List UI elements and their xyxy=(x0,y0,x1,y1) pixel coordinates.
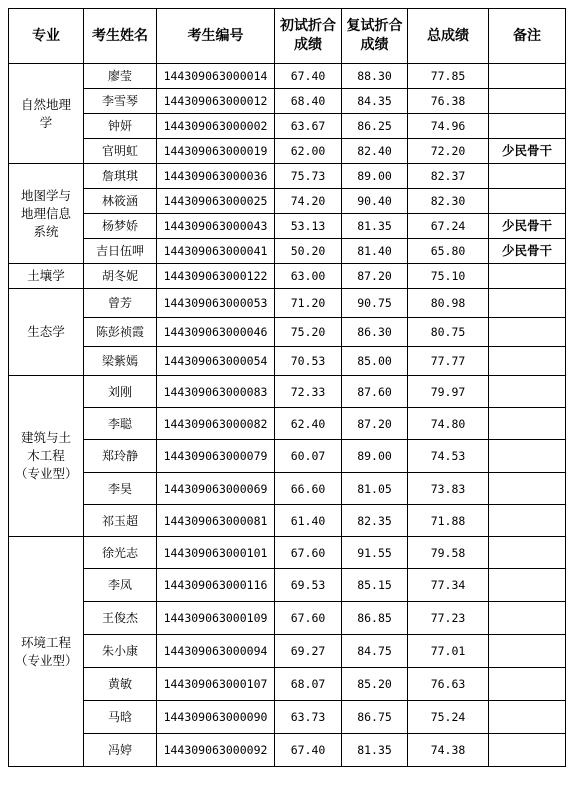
id-cell: 144309063000092 xyxy=(157,734,275,767)
id-cell: 144309063000109 xyxy=(157,602,275,635)
major-cell: 建筑与土木工程（专业型） xyxy=(9,376,84,537)
retest-cell: 90.40 xyxy=(342,189,408,214)
header-name: 考生姓名 xyxy=(84,9,157,64)
total-cell: 77.85 xyxy=(408,64,489,89)
prelim-cell: 68.40 xyxy=(275,89,342,114)
prelim-cell: 63.00 xyxy=(275,264,342,289)
retest-cell: 91.55 xyxy=(342,537,408,569)
retest-cell: 82.40 xyxy=(342,139,408,164)
total-cell: 76.38 xyxy=(408,89,489,114)
id-cell: 144309063000043 xyxy=(157,214,275,239)
note-cell: 少民骨干 xyxy=(489,214,566,239)
retest-cell: 87.60 xyxy=(342,376,408,408)
retest-cell: 86.85 xyxy=(342,602,408,635)
total-cell: 80.98 xyxy=(408,289,489,318)
prelim-cell: 60.07 xyxy=(275,440,342,473)
retest-cell: 81.35 xyxy=(342,214,408,239)
total-cell: 80.75 xyxy=(408,318,489,347)
note-cell xyxy=(489,602,566,635)
table-row xyxy=(9,64,566,89)
id-cell: 144309063000079 xyxy=(157,440,275,473)
total-cell: 79.97 xyxy=(408,376,489,408)
header-id: 考生编号 xyxy=(157,9,275,64)
name-cell: 郑玲静 xyxy=(84,440,157,473)
name-cell: 冯婷 xyxy=(84,734,157,767)
prelim-cell: 72.33 xyxy=(275,376,342,408)
note-cell xyxy=(489,408,566,440)
note-cell xyxy=(489,701,566,734)
name-cell: 王俊杰 xyxy=(84,602,157,635)
id-cell: 144309063000122 xyxy=(157,264,275,289)
table-row xyxy=(9,505,566,537)
note-cell: 少民骨干 xyxy=(489,139,566,164)
id-cell: 144309063000025 xyxy=(157,189,275,214)
prelim-cell: 68.07 xyxy=(275,668,342,701)
note-cell xyxy=(489,505,566,537)
name-cell: 李聪 xyxy=(84,408,157,440)
prelim-cell: 62.00 xyxy=(275,139,342,164)
note-cell xyxy=(489,473,566,505)
total-cell: 79.58 xyxy=(408,537,489,569)
name-cell: 李昊 xyxy=(84,473,157,505)
table-row xyxy=(9,189,566,214)
name-cell: 吉日伍呷 xyxy=(84,239,157,264)
name-cell: 杨梦娇 xyxy=(84,214,157,239)
id-cell: 144309063000090 xyxy=(157,701,275,734)
prelim-cell: 63.67 xyxy=(275,114,342,139)
table-row xyxy=(9,668,566,701)
retest-cell: 86.30 xyxy=(342,318,408,347)
total-cell: 77.77 xyxy=(408,347,489,376)
table-row xyxy=(9,214,566,239)
major-cell: 土壤学 xyxy=(9,264,84,289)
note-cell xyxy=(489,89,566,114)
name-cell: 官明虹 xyxy=(84,139,157,164)
id-cell: 144309063000036 xyxy=(157,164,275,189)
note-cell: 少民骨干 xyxy=(489,239,566,264)
id-cell: 144309063000116 xyxy=(157,569,275,602)
total-cell: 82.30 xyxy=(408,189,489,214)
id-cell: 144309063000002 xyxy=(157,114,275,139)
retest-cell: 81.05 xyxy=(342,473,408,505)
note-cell xyxy=(489,376,566,408)
note-cell xyxy=(489,64,566,89)
prelim-cell: 67.60 xyxy=(275,602,342,635)
retest-cell: 86.25 xyxy=(342,114,408,139)
header-major: 专业 xyxy=(9,9,84,64)
retest-cell: 88.30 xyxy=(342,64,408,89)
header-note: 备注 xyxy=(489,9,566,64)
note-cell xyxy=(489,289,566,318)
retest-cell: 85.00 xyxy=(342,347,408,376)
header-total: 总成绩 xyxy=(408,9,489,64)
retest-cell: 85.15 xyxy=(342,569,408,602)
note-cell xyxy=(489,264,566,289)
name-cell: 廖莹 xyxy=(84,64,157,89)
id-cell: 144309063000094 xyxy=(157,635,275,668)
table-row xyxy=(9,602,566,635)
id-cell: 144309063000082 xyxy=(157,408,275,440)
retest-cell: 87.20 xyxy=(342,408,408,440)
id-cell: 144309063000069 xyxy=(157,473,275,505)
retest-cell: 89.00 xyxy=(342,440,408,473)
retest-cell: 84.35 xyxy=(342,89,408,114)
retest-cell: 89.00 xyxy=(342,164,408,189)
note-cell xyxy=(489,537,566,569)
prelim-cell: 62.40 xyxy=(275,408,342,440)
table-row xyxy=(9,635,566,668)
page xyxy=(8,8,566,767)
id-cell: 144309063000019 xyxy=(157,139,275,164)
total-cell: 75.10 xyxy=(408,264,489,289)
table-row xyxy=(9,139,566,164)
major-cell: 环境工程（专业型） xyxy=(9,537,84,767)
name-cell: 梁紫嫣 xyxy=(84,347,157,376)
prelim-cell: 74.20 xyxy=(275,189,342,214)
name-cell: 徐光志 xyxy=(84,537,157,569)
table-row xyxy=(9,537,566,569)
total-cell: 72.20 xyxy=(408,139,489,164)
id-cell: 144309063000101 xyxy=(157,537,275,569)
id-cell: 144309063000081 xyxy=(157,505,275,537)
table-row xyxy=(9,440,566,473)
total-cell: 74.53 xyxy=(408,440,489,473)
id-cell: 144309063000053 xyxy=(157,289,275,318)
prelim-cell: 67.40 xyxy=(275,734,342,767)
header-prelim: 初试折合成绩 xyxy=(275,9,342,64)
note-cell xyxy=(489,164,566,189)
major-cell: 自然地理学 xyxy=(9,64,84,164)
name-cell: 钟妍 xyxy=(84,114,157,139)
major-cell: 地图学与地理信息系统 xyxy=(9,164,84,264)
table-row xyxy=(9,264,566,289)
header-row xyxy=(9,9,566,64)
note-cell xyxy=(489,114,566,139)
prelim-cell: 53.13 xyxy=(275,214,342,239)
total-cell: 67.24 xyxy=(408,214,489,239)
note-cell xyxy=(489,189,566,214)
id-cell: 144309063000046 xyxy=(157,318,275,347)
table-row xyxy=(9,473,566,505)
total-cell: 74.96 xyxy=(408,114,489,139)
name-cell: 马晗 xyxy=(84,701,157,734)
prelim-cell: 63.73 xyxy=(275,701,342,734)
total-cell: 77.01 xyxy=(408,635,489,668)
total-cell: 76.63 xyxy=(408,668,489,701)
total-cell: 74.80 xyxy=(408,408,489,440)
note-cell xyxy=(489,635,566,668)
table-row xyxy=(9,289,566,318)
id-cell: 144309063000083 xyxy=(157,376,275,408)
prelim-cell: 67.60 xyxy=(275,537,342,569)
note-cell xyxy=(489,569,566,602)
table-row xyxy=(9,408,566,440)
prelim-cell: 75.20 xyxy=(275,318,342,347)
id-cell: 144309063000012 xyxy=(157,89,275,114)
total-cell: 65.80 xyxy=(408,239,489,264)
retest-cell: 87.20 xyxy=(342,264,408,289)
retest-cell: 86.75 xyxy=(342,701,408,734)
retest-cell: 81.40 xyxy=(342,239,408,264)
id-cell: 144309063000107 xyxy=(157,668,275,701)
prelim-cell: 69.53 xyxy=(275,569,342,602)
name-cell: 黄敏 xyxy=(84,668,157,701)
prelim-cell: 61.40 xyxy=(275,505,342,537)
name-cell: 祁玉超 xyxy=(84,505,157,537)
note-cell xyxy=(489,318,566,347)
table-row xyxy=(9,569,566,602)
retest-cell: 82.35 xyxy=(342,505,408,537)
prelim-cell: 75.73 xyxy=(275,164,342,189)
name-cell: 陈彭祯霞 xyxy=(84,318,157,347)
total-cell: 77.34 xyxy=(408,569,489,602)
id-cell: 144309063000014 xyxy=(157,64,275,89)
note-cell xyxy=(489,440,566,473)
prelim-cell: 67.40 xyxy=(275,64,342,89)
table-row xyxy=(9,701,566,734)
note-cell xyxy=(489,668,566,701)
note-cell xyxy=(489,347,566,376)
total-cell: 77.23 xyxy=(408,602,489,635)
total-cell: 73.83 xyxy=(408,473,489,505)
major-cell: 生态学 xyxy=(9,289,84,376)
table-row xyxy=(9,164,566,189)
prelim-cell: 71.20 xyxy=(275,289,342,318)
name-cell: 林筱涵 xyxy=(84,189,157,214)
prelim-cell: 69.27 xyxy=(275,635,342,668)
table-row xyxy=(9,239,566,264)
id-cell: 144309063000041 xyxy=(157,239,275,264)
name-cell: 朱小康 xyxy=(84,635,157,668)
retest-cell: 81.35 xyxy=(342,734,408,767)
note-cell xyxy=(489,734,566,767)
table-row xyxy=(9,347,566,376)
total-cell: 75.24 xyxy=(408,701,489,734)
table-row xyxy=(9,114,566,139)
table-row xyxy=(9,89,566,114)
name-cell: 李雪琴 xyxy=(84,89,157,114)
retest-cell: 90.75 xyxy=(342,289,408,318)
name-cell: 詹琪琪 xyxy=(84,164,157,189)
id-cell: 144309063000054 xyxy=(157,347,275,376)
table-row xyxy=(9,318,566,347)
name-cell: 胡冬妮 xyxy=(84,264,157,289)
score-table xyxy=(8,8,566,767)
total-cell: 71.88 xyxy=(408,505,489,537)
retest-cell: 85.20 xyxy=(342,668,408,701)
prelim-cell: 50.20 xyxy=(275,239,342,264)
name-cell: 曾芳 xyxy=(84,289,157,318)
total-cell: 74.38 xyxy=(408,734,489,767)
retest-cell: 84.75 xyxy=(342,635,408,668)
name-cell: 刘刚 xyxy=(84,376,157,408)
table-row xyxy=(9,376,566,408)
header-retest: 复试折合成绩 xyxy=(342,9,408,64)
prelim-cell: 70.53 xyxy=(275,347,342,376)
prelim-cell: 66.60 xyxy=(275,473,342,505)
table-row xyxy=(9,734,566,767)
name-cell: 李凤 xyxy=(84,569,157,602)
total-cell: 82.37 xyxy=(408,164,489,189)
